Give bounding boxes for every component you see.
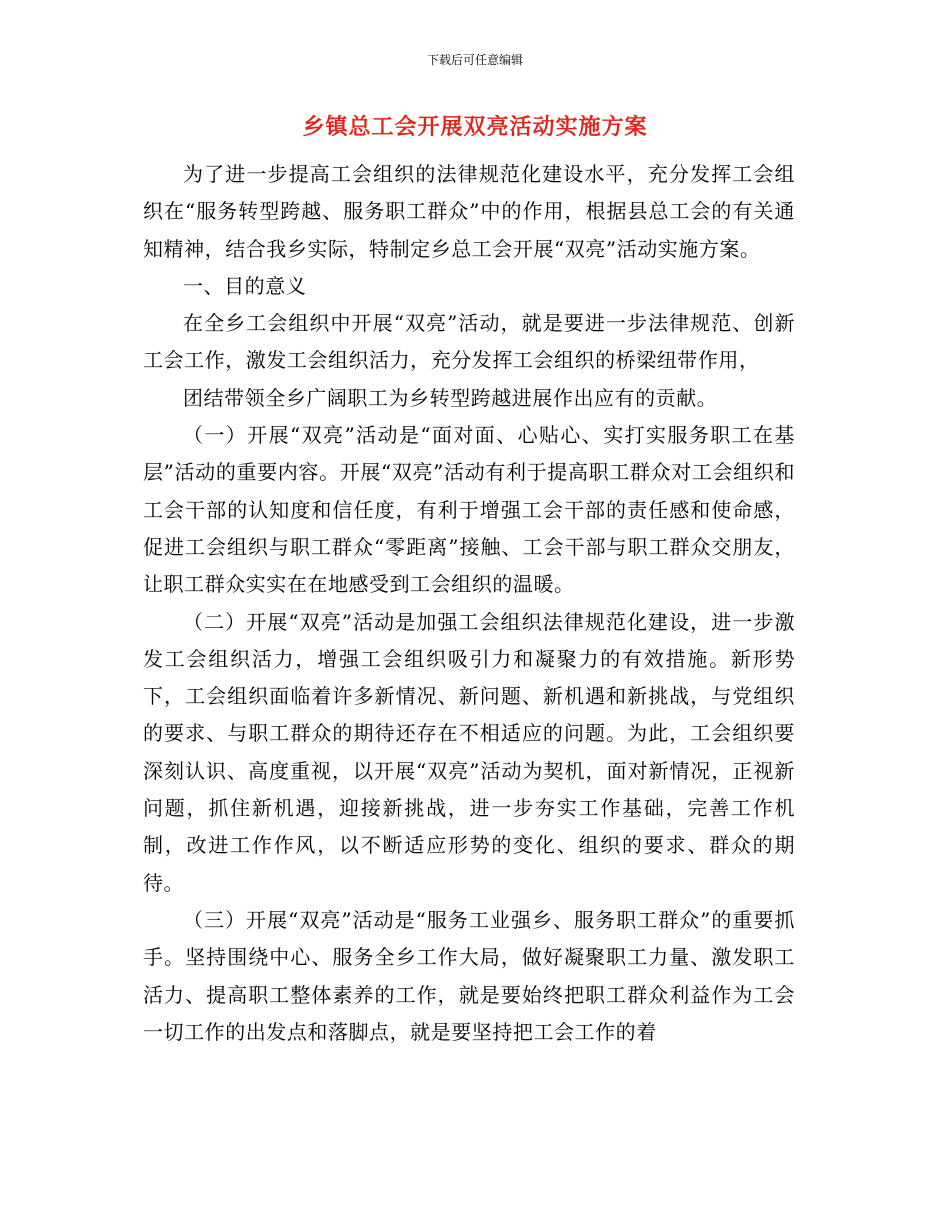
- paragraph: 在全乡工会组织中开展“双亮”活动，就是要进一步法律规范、创新工会工作，激发工会组织活力，充分发挥工会组织的桥梁纽带作用，: [143, 311, 795, 373]
- paragraph: 为了进一步提高工会组织的法律规范化建设水平，充分发挥工会组织在“服务转型跨越、服务职工群众”中的作用，根据县总工会的有关通知精神，结合我乡实际，特制定乡总工会开展“双亮”活动实施方案。: [143, 162, 795, 261]
- paragraph: （一）开展“双亮”活动是“面对面、心贴心、实打实服务职工在基层”活动的重要内容。开展“双亮”活动有利于提高职工群众对工会组织和工会干部的认知度和信任度，有利于增强工会干部的责任感和使命感，促进工会组织与职工群众“零距离”接触、工会干部与职工群众交朋友，让职工群众实实在在地感受到工会组织的温暖。: [143, 423, 795, 597]
- document-title: 乡镇总工会开展双亮活动实施方案: [302, 115, 648, 140]
- paragraph: （三）开展“双亮”活动是“服务工业强乡、服务职工群众”的重要抓手。坚持围绕中心、服务全乡工作大局，做好凝聚职工力量、激发职工活力、提高职工整体素养的工作，就是要始终把职工群众利益作为工会一切工作的出发点和落脚点，就是要坚持把工会工作的着: [143, 907, 795, 1044]
- paragraph: 团结带领全乡广阔职工为乡转型跨越进展作出应有的贡献。: [183, 385, 718, 410]
- document-body: [143, 156, 795, 1051]
- header-note: 下载后可任意编辑: [426, 53, 523, 67]
- section-heading: 一、目的意义: [183, 273, 307, 298]
- paragraph: （二）开展“双亮”活动是加强工会组织法律规范化建设，进一步激发工会组织活力，增强工会组织吸引力和凝聚力的有效措施。新形势下，工会组织面临着许多新情况、新问题、新机遇和新挑战，与党组织的要求、与职工群众的期待还存在不相适应的问题。为此，工会组织要深刻认识、高度重视，以开展“双亮”活动为契机，面对新情况，正视新问题，抓住新机遇，迎接新挑战，进一步夯实工作基础，完善工作机制，改进工作作风，以不断适应形势的变化、组织的要求、群众的期待。: [143, 609, 795, 895]
